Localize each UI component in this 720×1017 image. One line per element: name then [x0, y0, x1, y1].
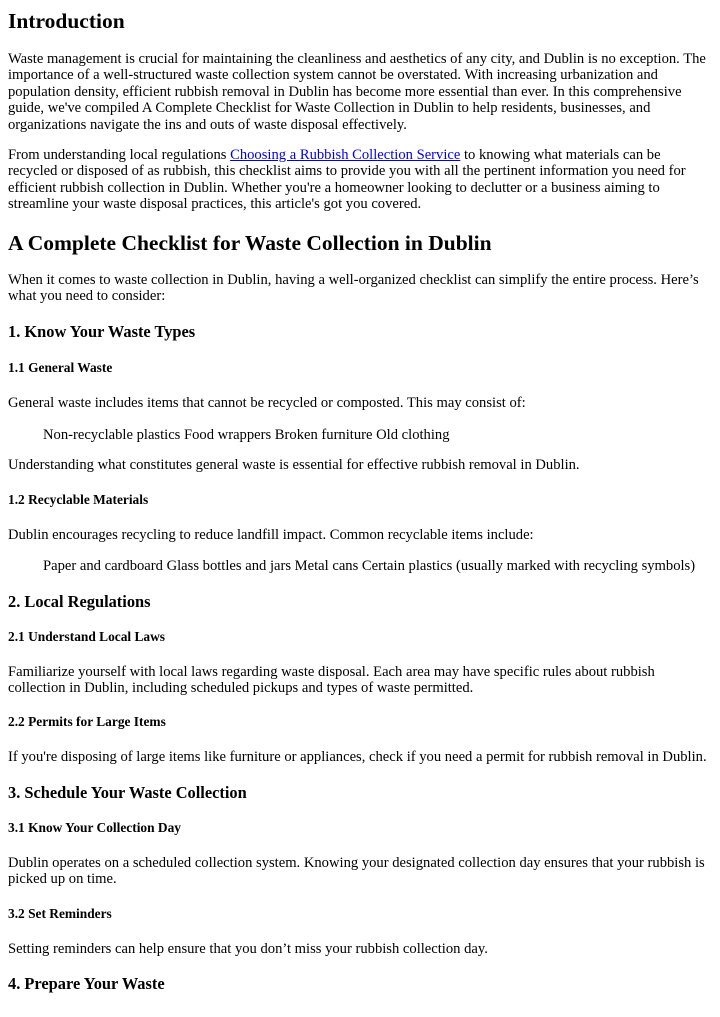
section-2-2-heading: 2.2 Permits for Large Items [8, 714, 166, 730]
section-4-heading: 4. Prepare Your Waste [8, 973, 165, 993]
section-1-1-paragraph: General waste includes items that cannot be recycled or composted. This may consist of: [8, 395, 526, 412]
section-1-1-after: Understanding what constitutes general waste is essential for effective rubbish removal in Dublin. [8, 457, 580, 474]
section-2-1-paragraph: Familiarize yourself with local laws regarding waste disposal. Each area may have specific rules about rubbish collection in Dublin, including scheduled pickups and types of waste permitted. [8, 663, 655, 696]
intro-paragraph-1: Waste management is crucial for maintaining the cleanliness and aesthetics of any city, and Dublin is no exception. The importance of a well-structured waste collection system cannot be overstated. With increasing urbanization and population density, efficient rubbish removal in Dublin has become more essential than ever. In this comprehensive guide, we've compiled A Complete Checklist for Waste Collection in Dublin to help residents, businesses, and organizations navigate the ins and outs of waste disposal effectively. [8, 51, 706, 133]
intro-paragraph-2-text-a: From understanding local regulations [8, 147, 231, 164]
recyclable-materials-list: Paper and cardboard Glass bottles and jars Metal cans Certain plastics (usually marked with recycling symbols) [43, 558, 696, 575]
section-3-1-heading: 3.1 Know Your Collection Day [8, 819, 181, 835]
section-3-2-heading: 3.2 Set Reminders [8, 905, 112, 921]
section-2-heading: 2. Local Regulations [8, 591, 151, 611]
general-waste-list: Non-recyclable plastics Food wrappers Broken furniture Old clothing [43, 426, 450, 443]
section-1-heading: 1. Know Your Waste Types [8, 322, 196, 342]
section-2-1-heading: 2.1 Understand Local Laws [8, 628, 165, 644]
intro-paragraph-2-text-b: to knowing what materials can be recycled or disposed of as rubbish, this checklist aims to provide you with all the pertinent information you need for efficient rubbish collection in Dublin. Whether you're a homeowner looking to declutter or a business aiming to streamline your waste disposal practices, this article's got you covered. [8, 147, 686, 213]
section-1-1-heading: 1.1 General Waste [8, 360, 113, 376]
intro-paragraph-2 [8, 147, 712, 213]
section-3-2-paragraph: Setting reminders can help ensure that you don’t miss your rubbish collection day. [8, 940, 488, 957]
section-3-1-paragraph: Dublin operates on a scheduled collection system. Knowing your designated collection day ensures that your rubbish is picked up on time. [8, 854, 705, 888]
introduction-heading: Introduction [8, 9, 125, 33]
checklist-heading: A Complete Checklist for Waste Collection in Dublin [8, 230, 492, 255]
section-3-heading: 3. Schedule Your Waste Collection [8, 782, 247, 802]
section-1-2-heading: 1.2 Recyclable Materials [8, 491, 149, 507]
checklist-intro: When it comes to waste collection in Dublin, having a well-organized checklist can simplify the entire process. Here’s what you need to consider: [8, 271, 699, 305]
section-1-2-paragraph: Dublin encourages recycling to reduce landfill impact. Common recyclable items include: [8, 526, 534, 543]
section-2-2-paragraph: If you're disposing of large items like furniture or appliances, check if you need a permit for rubbish removal in Dublin. [8, 749, 707, 766]
choosing-rubbish-collection-service-link[interactable]: Choosing a Rubbish Collection Service [230, 147, 461, 164]
